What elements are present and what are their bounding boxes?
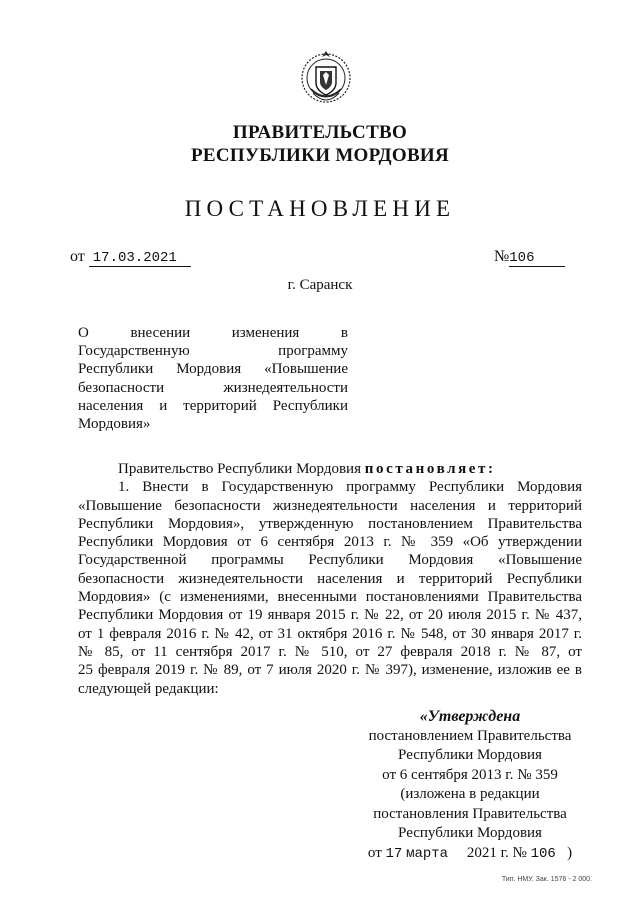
approval-line: от 6 сентября 2013 г. № 359 xyxy=(382,766,558,783)
intro-verb: постановляет: xyxy=(364,461,496,477)
approval-line: постановлением Правительства xyxy=(368,727,572,744)
subject-line: Республики Мордовия «Повышение xyxy=(78,361,348,378)
number-prefix: № xyxy=(494,248,510,265)
number-value: 106 xyxy=(509,250,565,267)
approval-number: 106 xyxy=(530,845,556,862)
subject-line: О внесении изменения в xyxy=(78,325,348,341)
subject-line: безопасности жизнедеятельности xyxy=(78,379,348,396)
intro-paragraph xyxy=(78,460,582,478)
document-subject xyxy=(78,324,348,433)
document-type-title: ПОСТАНОВЛЕНИЕ xyxy=(184,196,456,221)
approval-close-paren: ) xyxy=(567,844,573,861)
approval-line: постановления Правительства xyxy=(373,805,567,822)
document-body xyxy=(78,460,582,698)
body-line: 1. Внести в Государственную программу Республики Мордовия xyxy=(118,479,582,496)
body-line: безопасности жизнедеятельности населения и территорий Республики xyxy=(78,570,582,587)
body-line: Республики Мордовия», утвержденную постановлением Правительства xyxy=(78,515,582,532)
document-date xyxy=(70,248,191,267)
approval-heading: «Утверждена xyxy=(419,708,521,725)
date-value: 17.03.2021 xyxy=(89,250,191,267)
body-line: Республики Мордовия от 6 сентября 2013 г. № 359 «Об утверждении xyxy=(78,534,582,551)
subject-line: населения и территорий Республики xyxy=(78,397,348,414)
intro-text: Правительство Республики Мордовия xyxy=(118,461,361,477)
approval-date-line xyxy=(350,844,590,865)
subject-line: Государственную программу xyxy=(78,343,348,360)
approval-date-month: марта xyxy=(406,845,449,862)
government-title-line1: ПРАВИТЕЛЬСТВО xyxy=(232,122,408,143)
approval-line: Республики Мордовия xyxy=(398,747,542,763)
print-info: Тип. НМУ. Зак. 1576 - 2 000. xyxy=(501,876,592,883)
approval-date-year: 2021 г. № xyxy=(466,844,527,861)
approval-line: Республики Мордовия xyxy=(398,825,542,841)
city-name: г. Саранск xyxy=(287,277,353,293)
body-line: Мордовия» (с изменениями, внесенными постановлениями Правительства xyxy=(78,589,582,606)
approval-date-day: 17 xyxy=(385,845,403,862)
body-line: 25 февраля 2019 г. № 89, от 7 июля 2020 г. № 397), изменение, изложив ее в xyxy=(78,662,582,679)
document-number xyxy=(494,248,565,267)
body-line: Государственной программы Республики Мордовия «Повышение xyxy=(78,552,582,569)
approval-date-prefix: от xyxy=(367,844,382,861)
body-line: Республики Мордовия от 19 января 2015 г. № 22, от 20 июля 2015 г. № 437, xyxy=(78,607,582,624)
body-line: «Повышение безопасности жизнедеятельности населения и территорий xyxy=(78,497,582,514)
coat-of-arms-icon xyxy=(299,45,353,111)
body-line: от 1 февраля 2016 г. № 42, от 31 октября 2016 г. № 548, от 30 января 2017 г. xyxy=(78,625,582,642)
government-title-line2: РЕСПУБЛИКИ МОРДОВИЯ xyxy=(190,145,450,166)
date-prefix: от xyxy=(70,248,85,265)
approval-block xyxy=(350,707,590,864)
body-line: № 85, от 11 сентября 2017 г. № 510, от 27 февраля 2018 г. № 87, от xyxy=(78,643,582,660)
subject-line: Мордовия» xyxy=(78,416,151,433)
approval-line: (изложена в редакции xyxy=(400,786,540,802)
body-line: следующей редакции: xyxy=(78,680,219,697)
